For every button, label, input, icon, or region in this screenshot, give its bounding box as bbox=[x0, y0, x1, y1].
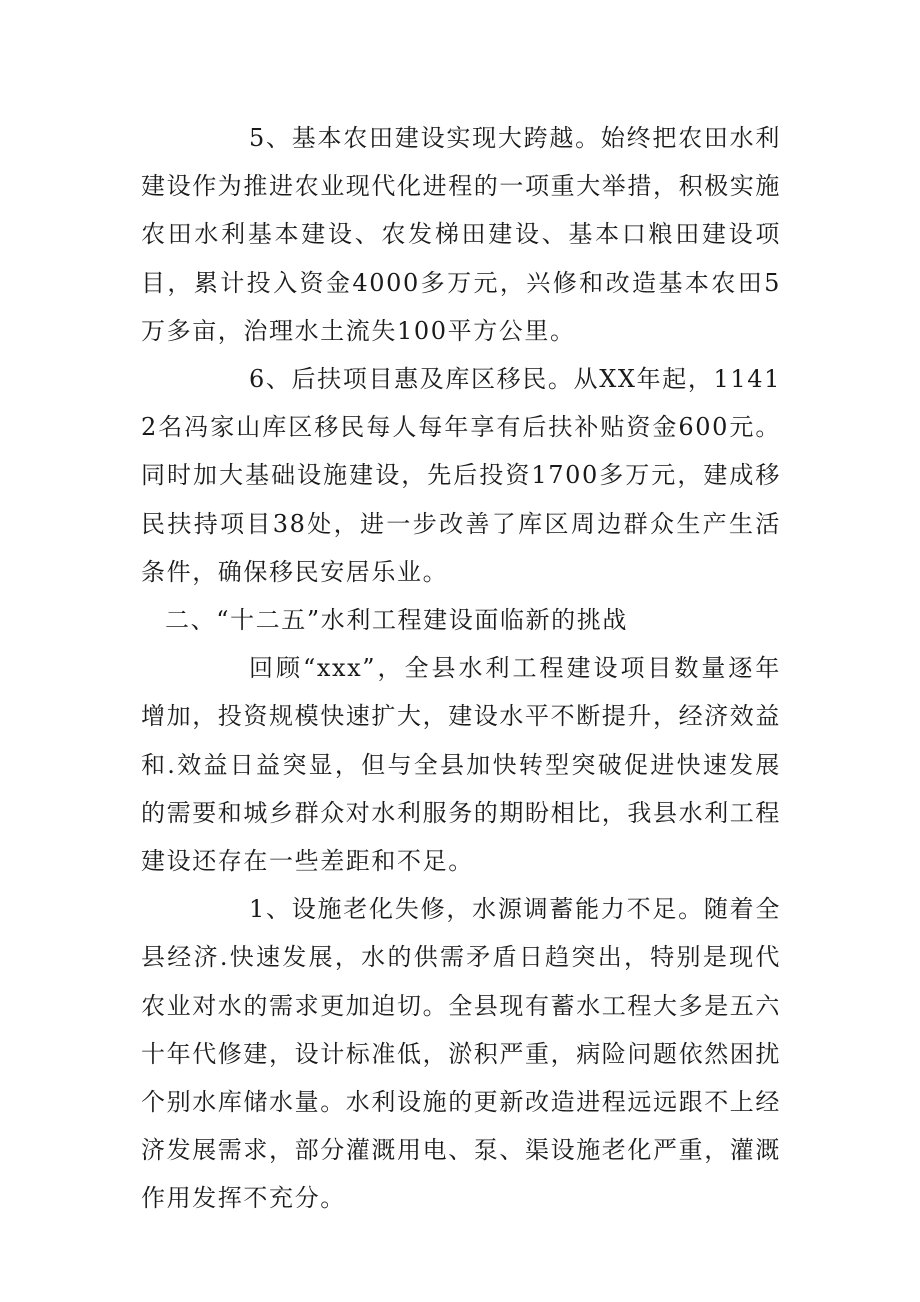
paragraph-farmland-construction: 5、基本农田建设实现大跨越。始终把农田水利建设作为推进农业现代化进程的一项重大举措，积极实施农田水利基本建设、农发梯田建设、基本口粮田建设项目，累计投入资金4000多万元，兴修和改造基本农田5万多亩，治理水土流失100平方公里。 bbox=[141, 124, 781, 345]
paragraph-resettlement-support: 6、后扶项目惠及库区移民。从XX年起，11412名冯家山库区移民每人每年享有后扶补贴资金600元。同时加大基础设施建设，先后投资1700多万元，建成移民扶持项目38处，进一步改善了库区周边群众生产生活条件，确保移民安居乐业。 bbox=[141, 365, 781, 586]
paragraph-aging-facilities: 1、设施老化失修，水源调蓄能力不足。随着全县经济.快速发展，水的供需矛盾日趋突出，特别是现代农业对水的需求更加迫切。全县现有蓄水工程大多是五六十年代修建，设计标准低，淤积严重，病险问题依然困扰个别水库储水量。水利设施的更新改造进程远远跟不上经济发展需求，部分灌溉用电、泵、渠设施老化严重，灌溉作用发挥不充分。 bbox=[141, 895, 781, 1213]
section-heading-challenges: 二、“十二五”水利工程建设面临新的挑战 bbox=[165, 606, 628, 635]
document-body bbox=[141, 114, 781, 1223]
paragraph-review: 回顾“xxx”，全县水利工程建设项目数量逐年增加，投资规模快速扩大，建设水平不断提升，经济效益和.效益日益突显，但与全县加快转型突破促进快速发展的需要和城乡群众对水利服务的期盼相比，我县水利工程建设还存在一些差距和不足。 bbox=[141, 654, 781, 876]
